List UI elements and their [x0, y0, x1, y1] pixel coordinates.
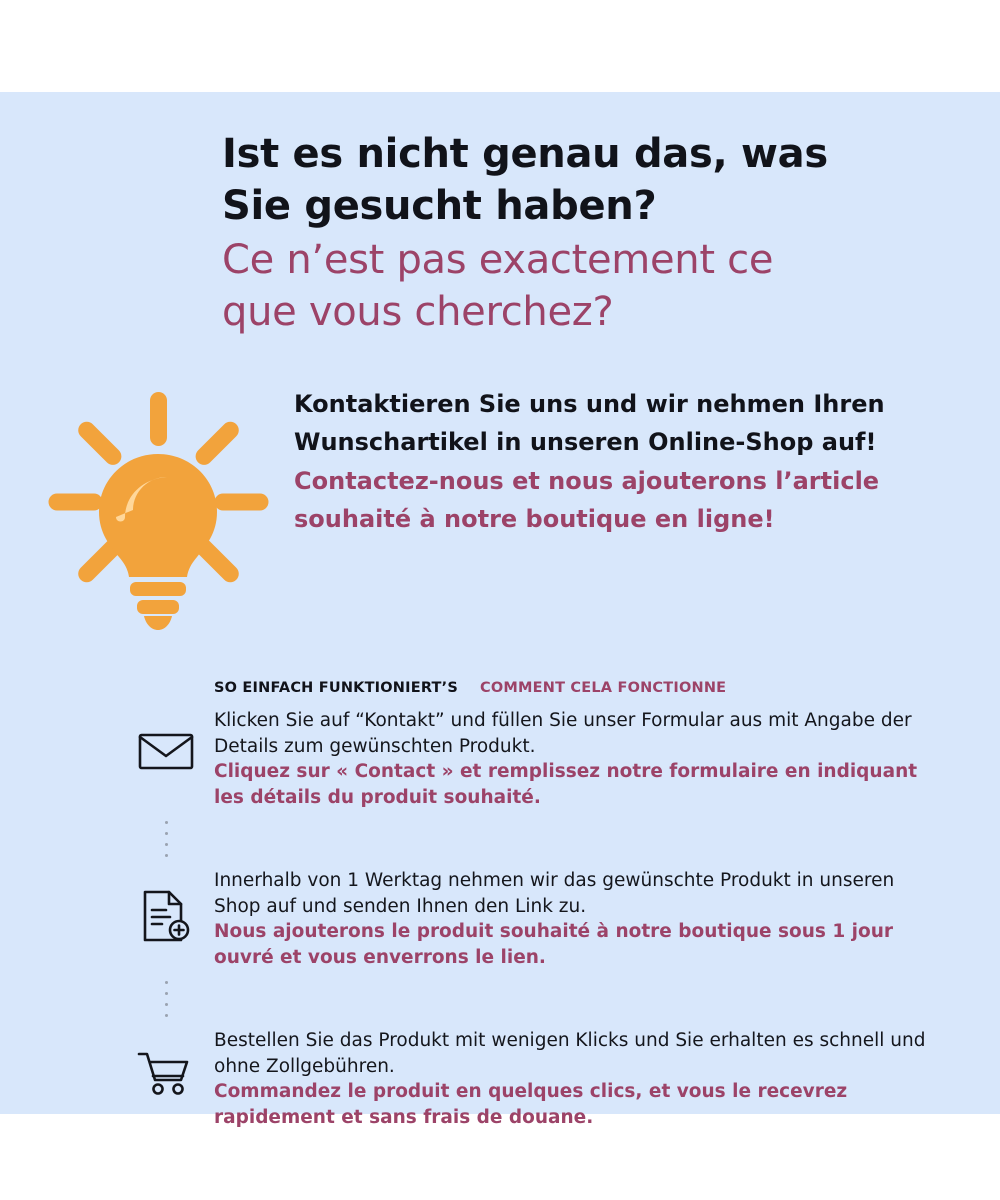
step-connector	[118, 970, 938, 1028]
intro-block	[294, 385, 894, 539]
step-text-de: Klicken Sie auf “Kontakt” und füllen Sie unser Formular aus mit Angabe der Details zum gewünschten Produkt.	[214, 710, 912, 757]
lightbulb-icon	[38, 382, 278, 632]
shopping-cart-icon	[137, 1050, 195, 1100]
step-text-column	[214, 708, 938, 810]
step-text-de: Bestellen Sie das Produkt mit wenigen Klicks und Sie erhalten es schnell und ohne Zollgebühren.	[214, 1030, 926, 1077]
step-text-fr: Nous ajouterons le produit souhaité à notre boutique sous 1 jour ouvré et vous enverrons le lien.	[214, 921, 893, 968]
headline-de-line1: Ist es nicht genau das, was	[222, 131, 828, 177]
dotted-connector	[118, 810, 214, 868]
step-text-de: Innerhalb von 1 Werktag nehmen wir das gewünschte Produkt in unseren Shop auf und senden Ihnen den Link zu.	[214, 870, 895, 917]
dotted-connector	[118, 970, 214, 1028]
intro-de: Kontaktieren Sie uns und wir nehmen Ihren Wunschartikel in unseren Online-Shop auf!	[294, 390, 885, 457]
subheading-fr: COMMENT CELA FONCTIONNE	[480, 680, 727, 696]
step-item	[118, 868, 938, 970]
step-connector	[118, 810, 938, 868]
subheading-de: SO EINFACH FUNKTIONIERT’S	[214, 680, 458, 696]
headline-fr-line1: Ce n’est pas exactement ce	[222, 237, 774, 283]
step-text-fr: Cliquez sur « Contact » et remplissez notre formulaire en indiquant les détails du produit souhaité.	[214, 761, 918, 808]
step-text-column	[214, 868, 938, 970]
headline-fr	[222, 234, 932, 338]
headline-block	[222, 128, 932, 338]
envelope-icon	[138, 730, 194, 776]
step-item	[118, 708, 938, 810]
step-icon-column	[118, 1028, 214, 1100]
step-item	[118, 1028, 938, 1130]
how-it-works-subheading	[214, 680, 726, 696]
document-add-icon	[141, 890, 191, 946]
step-icon-column	[118, 868, 214, 946]
headline-de	[222, 128, 932, 232]
headline-fr-line2: que vous cherchez?	[222, 289, 614, 335]
step-text-column	[214, 1028, 938, 1130]
intro-fr: Contactez-nous et nous ajouterons l’article souhaité à notre boutique en ligne!	[294, 466, 880, 534]
steps-list	[118, 708, 938, 1130]
step-text-fr: Commandez le produit en quelques clics, et vous le recevrez rapidement et sans frais de douane.	[214, 1081, 848, 1128]
step-icon-column	[118, 708, 214, 776]
headline-de-line2: Sie gesucht haben?	[222, 183, 657, 229]
